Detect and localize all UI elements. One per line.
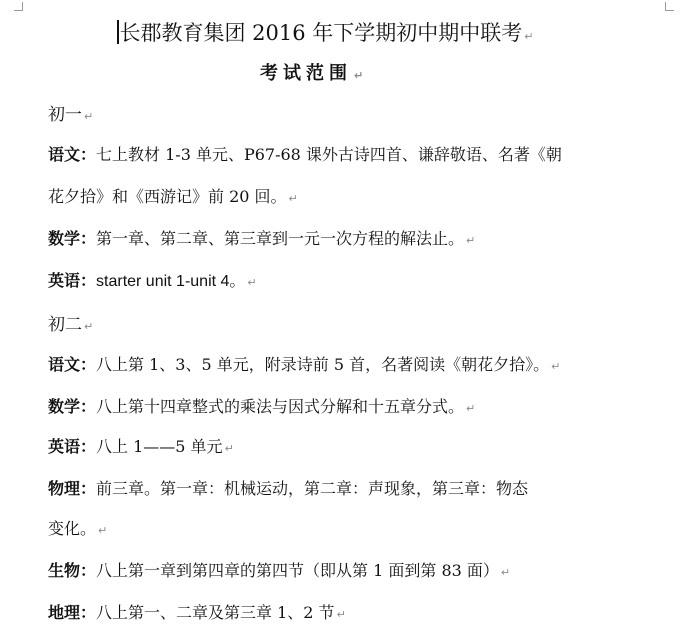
grade2-physics-text-1: 前三章。第一章：机械运动，第二章：声现象，第三章：物态 — [96, 479, 529, 498]
grade1-math-text: 第一章、第二章、第三章到一元一次方程的解法止。 — [96, 229, 465, 248]
paragraph-mark: ↵ — [288, 192, 298, 205]
grade1-chinese-line1[interactable] — [48, 142, 562, 165]
paragraph-mark: ↵ — [336, 608, 346, 621]
grade2-math-text: 八上第十四章整式的乘法与因式分解和十五章分式。 — [96, 397, 465, 416]
paragraph-mark: ↵ — [84, 110, 94, 123]
paragraph-mark: ↵ — [466, 234, 476, 247]
grade1-chinese-line2[interactable] — [48, 184, 298, 207]
grade2-english-line[interactable] — [48, 434, 234, 457]
grade2-chinese-line[interactable] — [48, 352, 560, 375]
text-cursor — [117, 20, 119, 44]
grade2-english-label: 英语： — [48, 437, 97, 456]
document-title-line[interactable] — [117, 17, 534, 47]
page-corner-mark-left — [14, 2, 23, 11]
grade1-chinese-text-2: 花夕拾》和《西游记》前 20 回。 — [48, 187, 287, 206]
paragraph-mark: ↵ — [551, 360, 561, 373]
grade1-heading: 初一 — [48, 105, 82, 125]
grade2-physics-label: 物理： — [48, 479, 97, 498]
grade1-english-label: 英语： — [48, 271, 97, 290]
exam-scope-heading-line[interactable] — [260, 59, 368, 85]
grade1-math-label: 数学： — [48, 229, 97, 248]
grade2-math-line[interactable] — [48, 394, 475, 417]
grade2-physics-line2[interactable] — [48, 516, 107, 539]
exam-scope-heading: 考试范围 — [260, 63, 352, 84]
grade2-chinese-text: 八上第 1、3、5 单元，附录诗前 5 首，名著阅读《朝花夕拾》。 — [96, 355, 550, 374]
paragraph-mark: ↵ — [98, 524, 108, 537]
paragraph-mark: ↵ — [466, 402, 476, 415]
paragraph-mark: ↵ — [500, 566, 511, 579]
paragraph-mark: ↵ — [224, 442, 234, 455]
page-corner-mark-right — [665, 2, 674, 11]
paragraph-mark: ↵ — [247, 276, 257, 289]
grade1-english-text: starter unit 1-unit 4。 — [96, 273, 246, 290]
grade2-heading: 初二 — [48, 315, 82, 335]
document-title: 长郡教育集团 2016 年下学期初中期中联考 — [119, 21, 523, 45]
grade1-math-line[interactable] — [48, 226, 475, 249]
grade1-heading-line[interactable] — [48, 100, 93, 125]
grade2-physics-line1[interactable] — [48, 476, 528, 499]
grade2-geography-label: 地理： — [48, 603, 97, 622]
grade1-english-line[interactable] — [48, 268, 257, 291]
grade2-geography-text: 八上第一、二章及第三章 1、2 节 — [96, 603, 335, 622]
grade2-biology-label: 生物： — [48, 561, 97, 580]
grade1-chinese-text-1: 七上教材 1-3 单元、P67-68 课外古诗四首、谦辞敬语、名著《朝 — [96, 145, 562, 164]
grade2-physics-text-2: 变化。 — [48, 519, 97, 538]
grade2-heading-line[interactable] — [48, 310, 93, 335]
paragraph-mark: ↵ — [354, 69, 369, 82]
paragraph-mark: ↵ — [524, 30, 534, 43]
grade2-math-label: 数学： — [48, 397, 97, 416]
grade2-biology-text: 八上第一章到第四章的第四节（即从第 1 面到第 83 面） — [96, 561, 499, 580]
grade2-english-text: 八上 1——5 单元 — [96, 437, 223, 456]
grade2-chinese-label: 语文： — [48, 355, 97, 374]
grade1-chinese-label: 语文： — [48, 145, 97, 164]
paragraph-mark: ↵ — [84, 320, 94, 333]
grade2-geography-line[interactable] — [48, 600, 346, 623]
grade2-biology-line[interactable] — [48, 558, 510, 581]
